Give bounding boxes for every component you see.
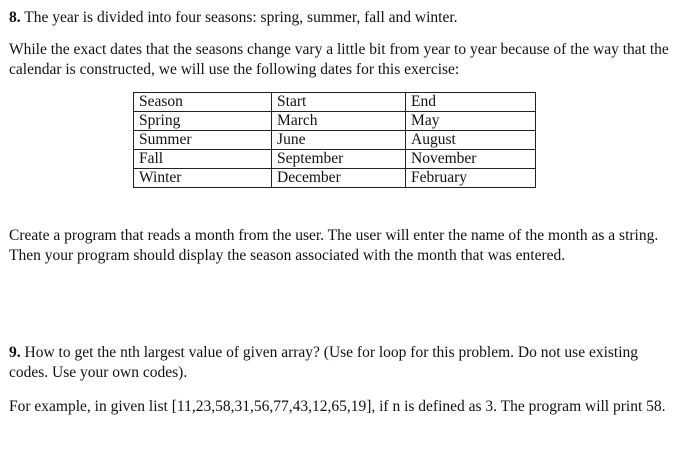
seasons-table (133, 92, 536, 188)
question-8-task: Create a program that reads a month from the user. The user will enter the name of the month as a string. Then your program should display the season associated with the month that was entered. (9, 227, 659, 264)
question-9-title-text: How to get the nth largest value of given array? (Use for loop for this problem. Do not use existing codes. Use your own codes). (9, 344, 639, 381)
cell-start: March (272, 112, 406, 131)
table-row (134, 169, 536, 188)
cell-start: June (272, 131, 406, 150)
header-end: End (406, 93, 536, 112)
cell-start: December (272, 169, 406, 188)
question-8-number: 8. (9, 9, 21, 26)
table-row (134, 131, 536, 150)
table-row (134, 150, 536, 169)
header-season: Season (134, 93, 272, 112)
cell-end: November (406, 150, 536, 169)
cell-end: May (406, 112, 536, 131)
cell-start: September (272, 150, 406, 169)
question-8-intro: While the exact dates that the seasons change vary a little bit from year to year because of the way that the calendar is constructed, we will use the following dates for this exercise: (9, 41, 669, 78)
question-8-title (9, 8, 669, 28)
cell-season: Spring (134, 112, 272, 131)
header-start: Start (272, 93, 406, 112)
cell-season: Summer (134, 131, 272, 150)
question-9-example: For example, in given list [11,23,58,31,56,77,43,12,65,19], if n is defined as 3. The program will print 58. (9, 398, 666, 415)
cell-season: Winter (134, 169, 272, 188)
cell-season: Fall (134, 150, 272, 169)
question-9-title (9, 343, 669, 383)
table-row (134, 112, 536, 131)
cell-end: August (406, 131, 536, 150)
question-9-number: 9. (9, 344, 21, 361)
cell-end: February (406, 169, 536, 188)
question-8-title-text: The year is divided into four seasons: spring, summer, fall and winter. (20, 9, 458, 26)
table-header-row (134, 93, 536, 112)
